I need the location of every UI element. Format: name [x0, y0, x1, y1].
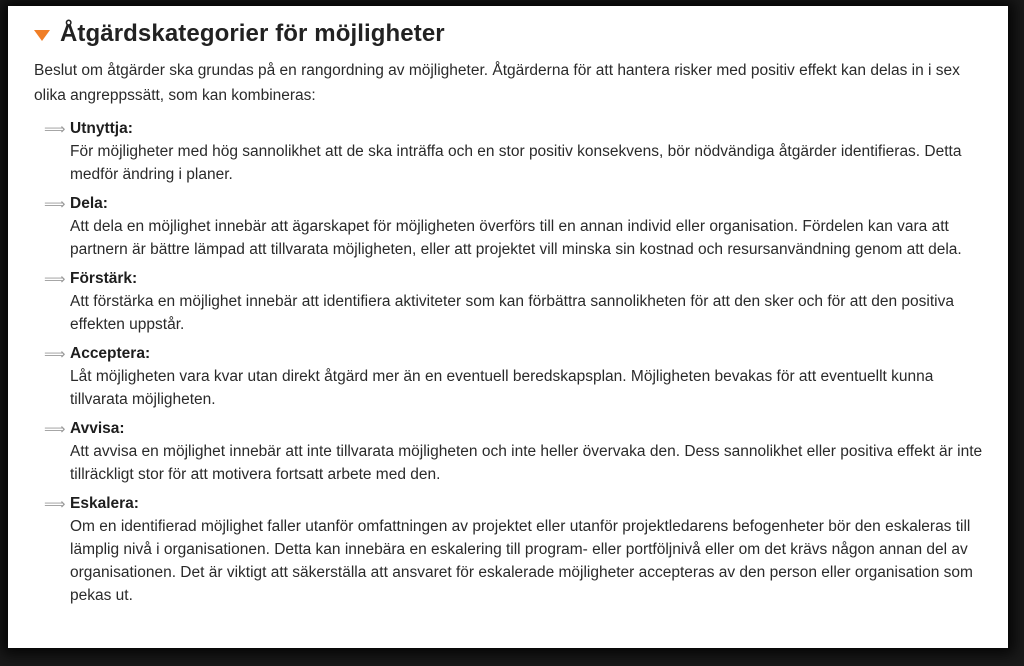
item-title: Förstärk: — [70, 270, 138, 287]
section-header[interactable] — [34, 20, 988, 48]
list-item — [44, 418, 988, 486]
list-item — [44, 493, 988, 607]
arrow-right-icon: ⟹ — [44, 495, 66, 513]
item-description: Att dela en möjlighet innebär att ägarskapet för möjligheten överförs till en annan individ eller organisation. Fördelen kan vara att partnern är bättre lämpad att tillvarata möjligheten, eller att projektet vill minska sin kostnad och resursanvändning genom att dela. — [70, 218, 962, 258]
item-description: För möjligheter med hög sannolikhet att de ska inträffa och en stor positiv konsekvens, bör nödvändiga åtgärder identifieras. Detta medför ändring i planer. — [70, 143, 962, 183]
arrow-right-icon: ⟹ — [44, 270, 66, 288]
list-item — [44, 343, 988, 411]
arrow-right-icon: ⟹ — [44, 120, 66, 138]
list-item — [44, 118, 988, 186]
list-item — [44, 268, 988, 336]
section-title: Åtgärdskategorier för möjligheter — [60, 20, 445, 47]
caret-down-icon[interactable] — [34, 30, 50, 41]
arrow-right-icon: ⟹ — [44, 345, 66, 363]
item-description: Att avvisa en möjlighet innebär att inte tillvarata möjligheten och inte heller övervaka den. Dess sannolikhet eller positiva effekt är inte tillräckligt stor för att motivera fortsatt arbete med den. — [70, 443, 983, 483]
content-panel — [8, 6, 1008, 648]
item-title: Avvisa: — [70, 420, 125, 437]
item-description: Om en identifierad möjlighet faller utanför omfattningen av projektet eller utanför projektledarens befogenheter bör den eskaleras till lämplig nivå i organisationen. Detta kan innebära en eskalering till program- eller portföljnivå eller om det krävs någon annan del av organisationen. Det är viktigt att säkerställa att ansvaret för eskalerade möjligheter accepteras av den person eller organisation som pekas ut. — [70, 518, 973, 604]
item-description: Låt möjligheten vara kvar utan direkt åtgärd mer än en eventuell beredskapsplan. Möjligheten bevakas för att eventuellt kunna tillvarata möjligheten. — [70, 368, 934, 408]
item-title: Utnyttja: — [70, 120, 133, 137]
item-title: Eskalera: — [70, 495, 139, 512]
section-intro: Beslut om åtgärder ska grundas på en rangordning av möjligheter. Åtgärderna för att hantera risker med positiv effekt kan delas in i sex olika angreppssätt, som kan kombineras: — [34, 62, 960, 104]
list-item — [44, 193, 988, 261]
item-title: Acceptera: — [70, 345, 151, 362]
item-title: Dela: — [70, 195, 108, 212]
arrow-right-icon: ⟹ — [44, 195, 66, 213]
category-list — [34, 118, 988, 607]
arrow-right-icon: ⟹ — [44, 420, 66, 438]
item-description: Att förstärka en möjlighet innebär att identifiera aktiviteter som kan förbättra sannolikheten för att den sker och för att den positiva effekten uppstår. — [70, 293, 954, 333]
